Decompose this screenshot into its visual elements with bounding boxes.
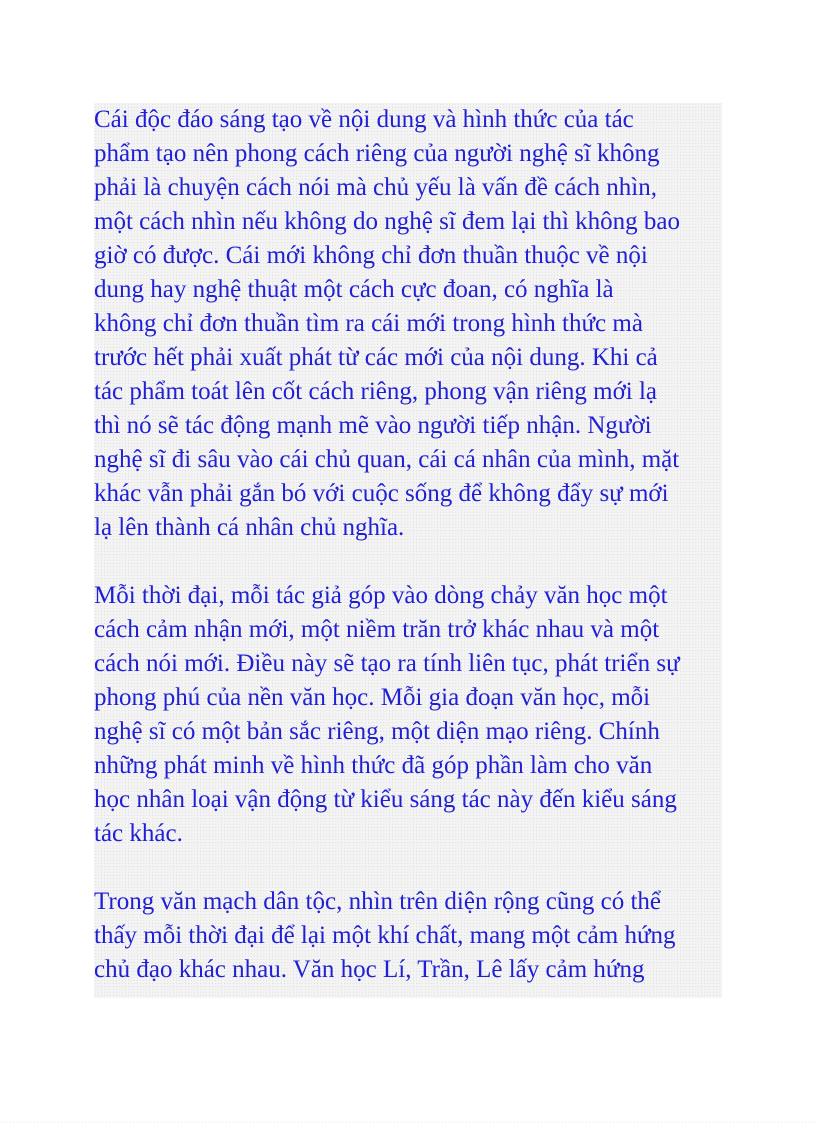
text-line: Mỗi thời đại, mỗi tác giả góp vào dòng chảy văn học một [94,582,668,609]
paragraph [94,103,722,545]
text-line: trước hết phải xuất phát từ các mới của nội dung. Khi cả [94,344,658,371]
paragraph-list [94,103,722,987]
text-line: thì nó sẽ tác động mạnh mẽ vào người tiếp nhận. Người [94,412,652,439]
text-line: tác khác. [94,820,183,847]
text-line: cách nói mới. Điều này sẽ tạo ra tính liên tục, phát triển sự [94,650,680,677]
text-block [94,103,722,998]
text-line: chủ đạo khác nhau. Văn học Lí, Trần, Lê lấy cảm hứng [94,956,645,983]
text-line: một cách nhìn nếu không do nghệ sĩ đem lại thì không bao [94,208,681,235]
text-line: nghệ sĩ đi sâu vào cái chủ quan, cái cá nhân của mình, mặt [94,446,680,473]
text-line: nghệ sĩ có một bản sắc riêng, một diện mạo riêng. Chính [94,718,660,745]
text-line: phải là chuyện cách nói mà chủ yếu là vấn đề cách nhìn, [94,174,657,201]
text-line: giờ có được. Cái mới không chỉ đơn thuần thuộc về nội [94,242,648,269]
paragraph [94,885,722,987]
paragraph [94,579,722,851]
text-line: không chỉ đơn thuần tìm ra cái mới trong hình thức mà [94,310,643,337]
text-line: lạ lên thành cá nhân chủ nghĩa. [94,514,405,541]
text-line: phẩm tạo nên phong cách riêng của người nghệ sĩ không [94,140,660,167]
text-line: Trong văn mạch dân tộc, nhìn trên diện rộng cũng có thể [94,888,662,915]
text-line: những phát minh về hình thức đã góp phần làm cho văn [94,752,653,779]
text-line: thấy mỗi thời đại để lại một khí chất, mang một cảm hứng [94,922,676,949]
text-line: khác vẫn phải gắn bó với cuộc sống để không đẩy sự mới [94,480,669,507]
text-line: dung hay nghệ thuật một cách cực đoan, có nghĩa là [94,276,614,303]
text-line: Cái độc đáo sáng tạo về nội dung và hình thức của tác [94,106,634,133]
text-line: học nhân loại vận động từ kiểu sáng tác này đến kiểu sáng [94,786,677,813]
text-line: phong phú của nền văn học. Mỗi gia đoạn văn học, mỗi [94,684,651,711]
text-line: cách cảm nhận mới, một niềm trăn trở khác nhau và một [94,616,660,643]
text-line: tác phẩm toát lên cốt cách riêng, phong vận riêng mới lạ [94,378,658,405]
